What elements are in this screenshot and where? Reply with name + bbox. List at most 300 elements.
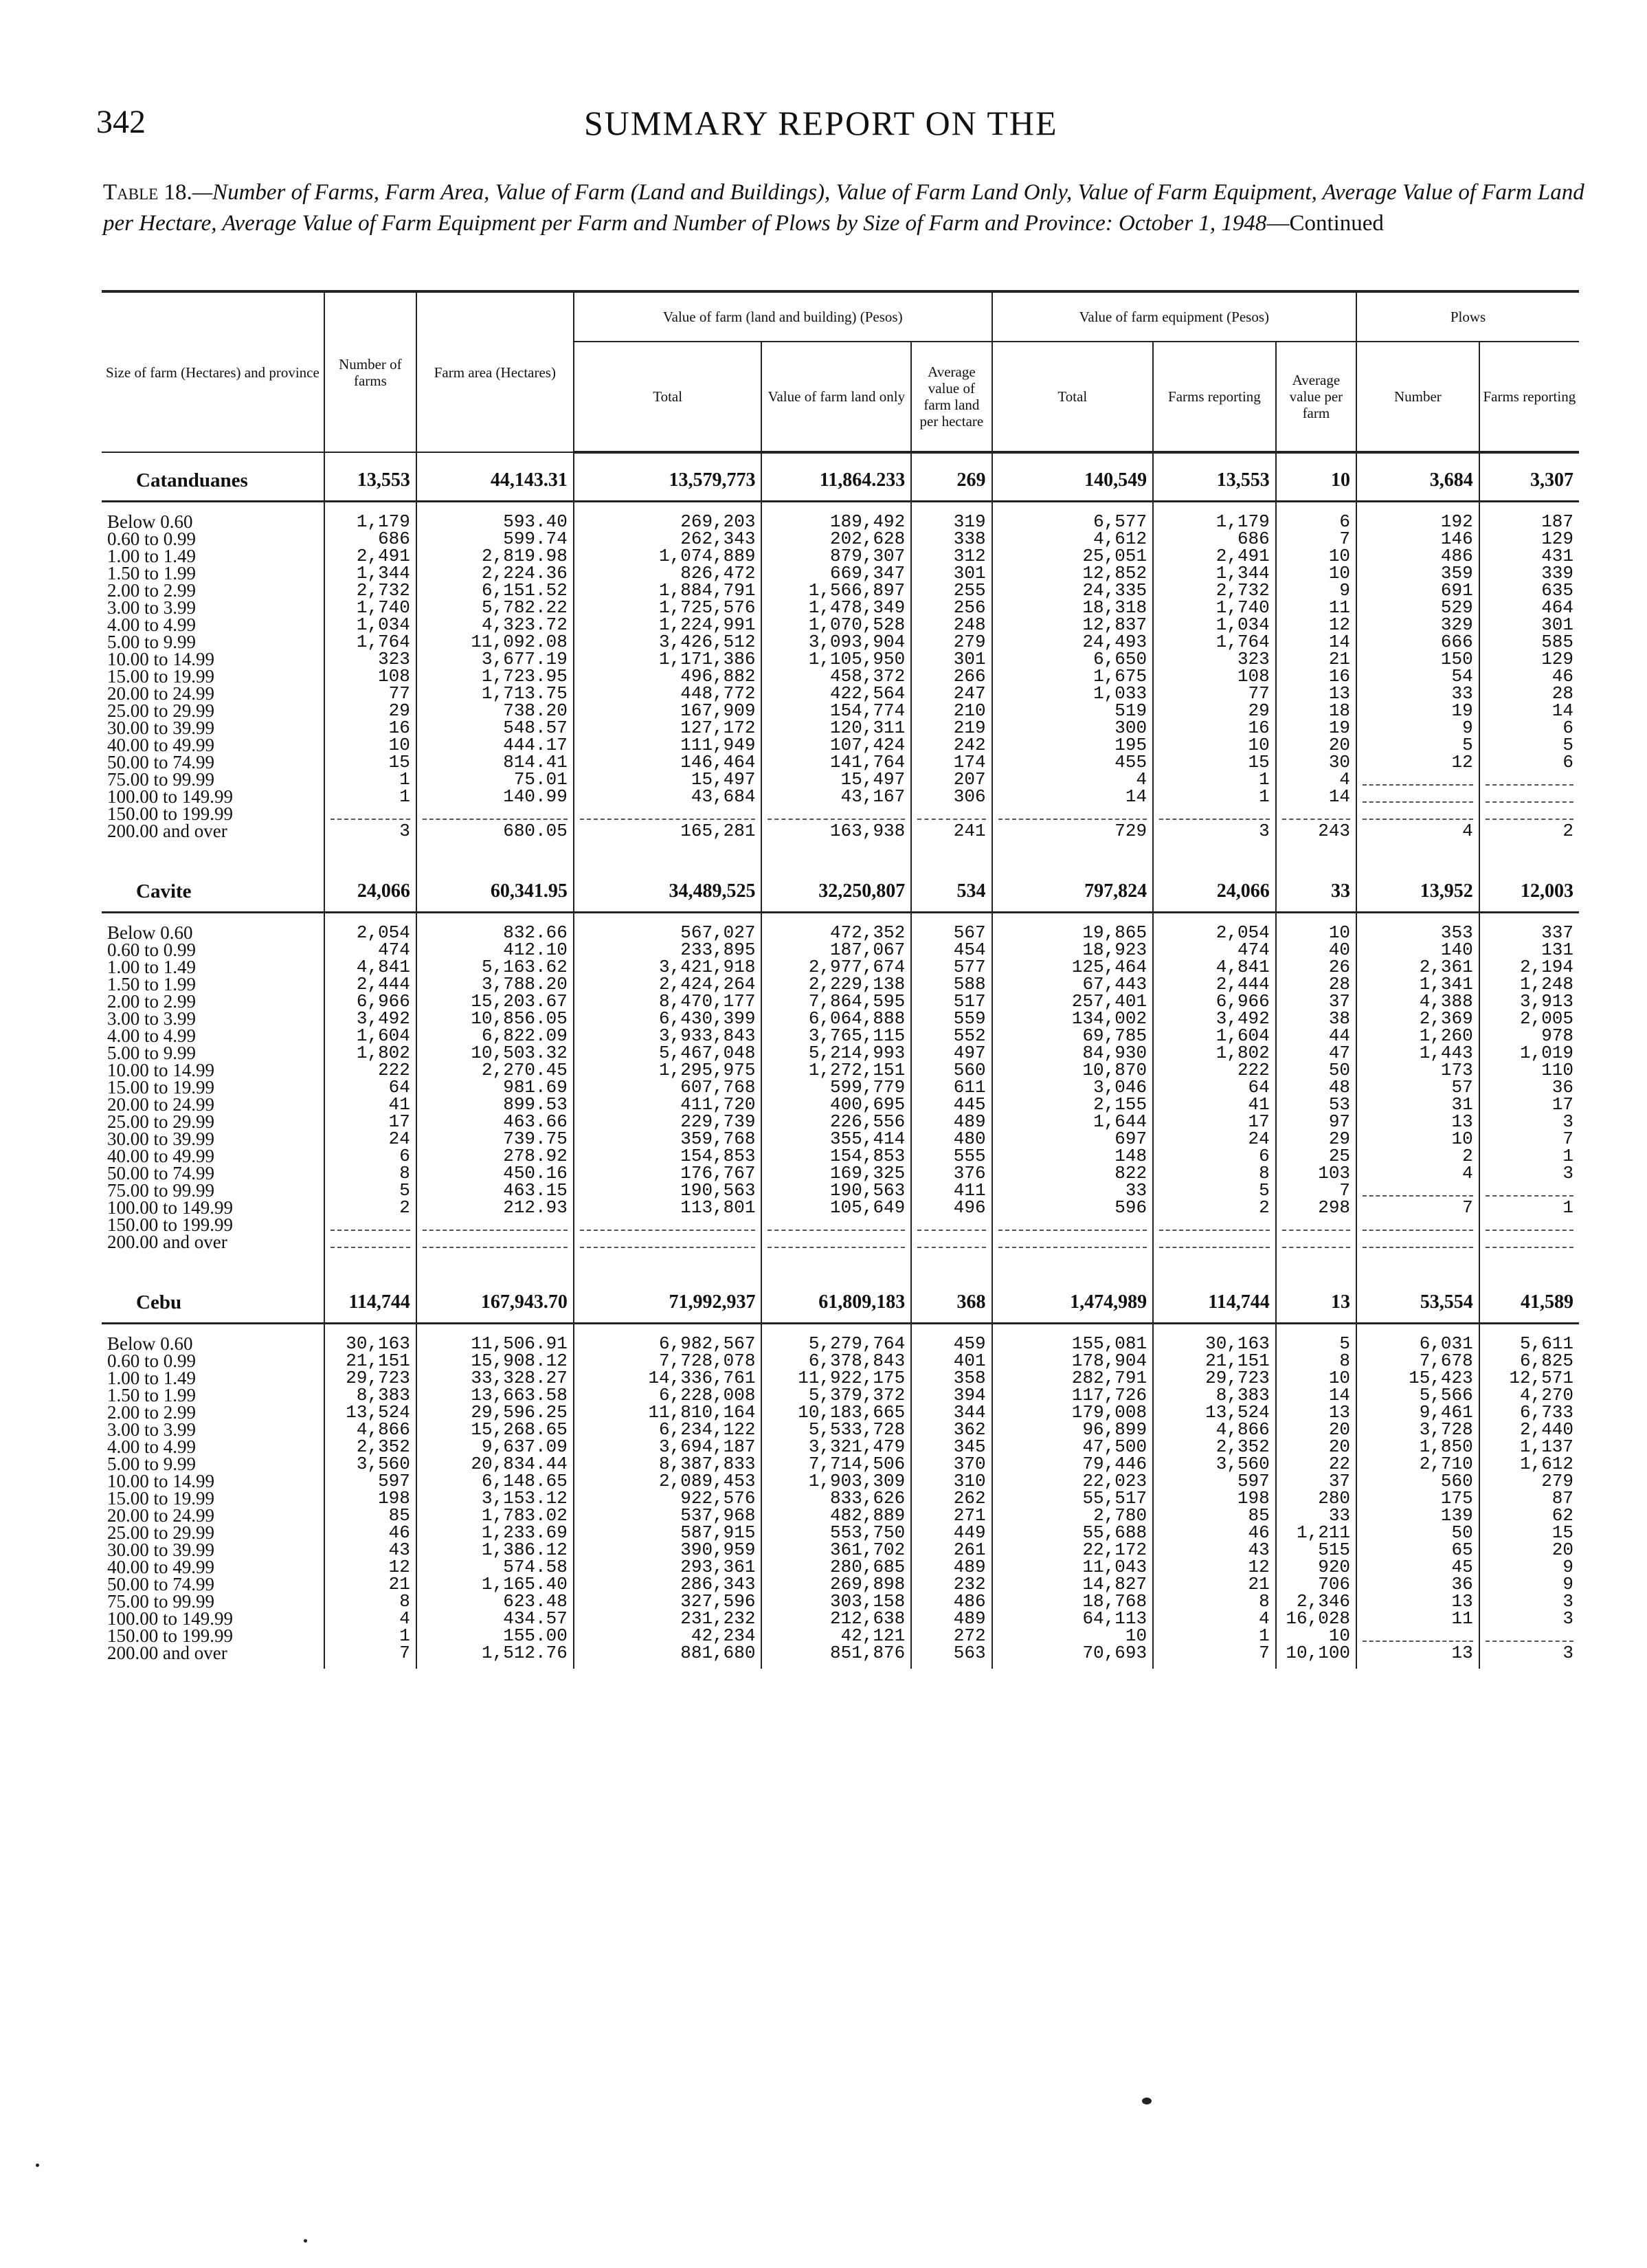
spacer-cell: [574, 913, 762, 925]
spacer-cell: [1153, 840, 1276, 871]
table-cell: 65: [1356, 1542, 1479, 1559]
row-label: 1.50 to 1.99: [107, 976, 197, 993]
table-cell: 339: [1479, 565, 1579, 582]
table-cell: 489: [911, 1113, 991, 1131]
table-cell: 21,151: [324, 1353, 416, 1370]
spacer-cell: [1479, 452, 1579, 460]
table-cell: 17: [324, 1113, 416, 1131]
table-cell: 3,426,512: [574, 634, 762, 651]
spacer-cell: [1356, 1324, 1479, 1336]
table-cell: 1,033: [992, 685, 1154, 702]
empty-cell-dash: [1363, 1186, 1473, 1197]
table-cell: 190,563: [761, 1182, 911, 1199]
empty-cell-dash: [998, 1220, 1147, 1231]
table-cell: 178,904: [992, 1353, 1154, 1370]
table-cell: 358: [911, 1370, 991, 1387]
row-label: Catanduanes: [136, 469, 248, 491]
row-label: 150.00 to 199.99: [107, 1216, 234, 1234]
table-cell: 266: [911, 668, 991, 685]
row-label: 1.00 to 1.49: [107, 959, 197, 976]
table-cell: 496,882: [574, 668, 762, 685]
header-plows-number: Number: [1356, 342, 1479, 452]
table-cell: 832.66: [416, 924, 574, 942]
spacer-cell: [1153, 452, 1276, 460]
table-cell: 269: [911, 460, 991, 502]
empty-cell-dash: [1282, 809, 1350, 820]
table-cell: 18,318: [992, 599, 1154, 616]
spacer-cell: [992, 502, 1154, 514]
table-cell: 36: [1479, 1079, 1579, 1096]
table-cell: 2,977,674: [761, 959, 911, 976]
spacer-cell: [1479, 913, 1579, 925]
table-cell: 155.00: [416, 1627, 574, 1645]
table-cell: 2,710: [1356, 1456, 1479, 1473]
spacer-cell: [992, 452, 1154, 460]
table-cell: [1479, 1182, 1579, 1199]
spacer-cell: [761, 913, 911, 925]
table-cell: 75.01: [416, 771, 574, 788]
table-cell: 1,074,889: [574, 548, 762, 565]
row-label: 25.00 to 29.99: [107, 1113, 215, 1131]
table-cell: 131: [1479, 942, 1579, 959]
table-cell: 169,325: [761, 1165, 911, 1182]
spacer-cell: [324, 1251, 416, 1282]
table-cell: 10: [324, 737, 416, 754]
spacer-cell: [911, 452, 991, 460]
row-label: 50.00 to 74.99: [107, 1576, 215, 1593]
table-cell: 15: [324, 754, 416, 771]
table-cell: 41: [1153, 1096, 1276, 1113]
table-cell: 669,347: [761, 565, 911, 582]
table-cell: 560: [911, 1062, 991, 1079]
table-cell: 10: [1276, 1370, 1356, 1387]
table-cell: 454: [911, 942, 991, 959]
spacer-cell: [992, 840, 1154, 871]
row-label: 40.00 to 49.99: [107, 1148, 215, 1165]
table-row: [102, 1148, 1579, 1165]
table-cell: 3,093,904: [761, 634, 911, 651]
table-cell: 85: [1153, 1507, 1276, 1524]
table-cell: 879,307: [761, 548, 911, 565]
table-row: [102, 737, 1579, 754]
table-row: [102, 513, 1579, 531]
table-cell: 176,767: [574, 1165, 762, 1182]
table-cell: 2: [1153, 1199, 1276, 1216]
table-cell: 10: [1276, 548, 1356, 565]
row-label: 150.00 to 199.99: [107, 1627, 234, 1645]
table-cell: 140.99: [416, 788, 574, 805]
table-cell: 37: [1276, 993, 1356, 1010]
table-row: [102, 634, 1579, 651]
table-cell: 11,092.08: [416, 634, 574, 651]
table-cell: 12,852: [992, 565, 1154, 582]
table-cell: 280,685: [761, 1559, 911, 1576]
table-cell: 851,876: [761, 1645, 911, 1662]
table-cell: 18,768: [992, 1593, 1154, 1610]
table-cell: 6: [1479, 754, 1579, 771]
row-label: Below 0.60: [107, 924, 193, 942]
table-cell: 17: [1479, 1096, 1579, 1113]
table-cell: 3: [324, 823, 416, 840]
table-row: [102, 685, 1579, 702]
ink-mark: [1142, 2098, 1152, 2104]
table-row: [102, 1079, 1579, 1096]
table-row: [102, 1438, 1579, 1456]
table-cell: 8: [1276, 1353, 1356, 1370]
spacer-cell: [1356, 502, 1479, 514]
table-cell: 555: [911, 1148, 991, 1165]
row-label: 3.00 to 3.99: [107, 1010, 197, 1027]
table-cell: 4: [1153, 1610, 1276, 1627]
table-cell: 537,968: [574, 1507, 762, 1524]
table-cell: 552: [911, 1027, 991, 1045]
table-cell: 1,070,528: [761, 616, 911, 634]
table-cell: 2,054: [1153, 924, 1276, 942]
table-cell: 15,908.12: [416, 1353, 574, 1370]
spacer-cell: [1153, 502, 1276, 514]
table-cell: 3,684: [1356, 460, 1479, 502]
spacer-cell: [1276, 1251, 1356, 1282]
spacer-cell: [911, 1251, 991, 1282]
table-cell: 529: [1356, 599, 1479, 616]
spacer-cell: [574, 1251, 762, 1282]
table-cell: 412.10: [416, 942, 574, 959]
table-cell: 3,560: [324, 1456, 416, 1473]
table-cell: 9,637.09: [416, 1438, 574, 1456]
table-row: [102, 1507, 1579, 1524]
empty-cell-dash: [1159, 1220, 1270, 1231]
header-farm-area: Farm area (Hectares): [416, 291, 574, 452]
table-cell: 25: [1276, 1148, 1356, 1165]
table-cell: 47: [1276, 1045, 1356, 1062]
table-cell: 77: [1153, 685, 1276, 702]
row-label: 100.00 to 149.99: [107, 1199, 234, 1216]
table-cell: [574, 1234, 762, 1251]
table-cell: [911, 1234, 991, 1251]
table-cell: [416, 1216, 574, 1234]
table-cell: 3: [1479, 1645, 1579, 1662]
province-total-row: [102, 1282, 1579, 1324]
table-cell: 2,491: [1153, 548, 1276, 565]
table-cell: 198: [1153, 1490, 1276, 1507]
table-cell: [992, 1216, 1154, 1234]
table-cell: 1,675: [992, 668, 1154, 685]
row-label: 100.00 to 149.99: [107, 1610, 234, 1627]
table-cell: 597: [324, 1473, 416, 1490]
table-cell: 474: [1153, 942, 1276, 959]
table-cell: 680.05: [416, 823, 574, 840]
table-cell: 319: [911, 513, 991, 531]
table-cell: 978: [1479, 1027, 1579, 1045]
header-value-of-farm: Value of farm (land and building) (Pesos): [574, 291, 992, 342]
table-cell: 422,564: [761, 685, 911, 702]
table-cell: 5: [1153, 1182, 1276, 1199]
empty-cell-dash: [1486, 1186, 1573, 1197]
table-cell: 79,446: [992, 1456, 1154, 1473]
table-cell: 11,810,164: [574, 1404, 762, 1421]
table-cell: 175: [1356, 1490, 1479, 1507]
table-cell: 15,497: [574, 771, 762, 788]
row-label: Cavite: [136, 880, 192, 902]
row-label: Below 0.60: [107, 1335, 193, 1353]
table-cell: 67,443: [992, 976, 1154, 993]
table-cell: 34,489,525: [574, 871, 762, 913]
table-cell: 114,744: [324, 1282, 416, 1324]
table-cell: 24,066: [1153, 871, 1276, 913]
table-cell: 140: [1356, 942, 1479, 959]
table-row: [102, 1576, 1579, 1593]
table-cell: 10: [1276, 924, 1356, 942]
table-cell: 6,966: [1153, 993, 1276, 1010]
row-label: Below 0.60: [107, 513, 193, 531]
spacer-cell: [102, 1324, 324, 1336]
table-cell: 474: [324, 942, 416, 959]
table-cell: 195: [992, 737, 1154, 754]
empty-cell-dash: [768, 1237, 905, 1248]
table-cell: 108: [1153, 668, 1276, 685]
table-cell: 15,268.65: [416, 1421, 574, 1438]
spacer-cell: [1153, 1662, 1276, 1669]
table-cell: 3,560: [1153, 1456, 1276, 1473]
table-cell: 48: [1276, 1079, 1356, 1096]
table-cell: 12,003: [1479, 871, 1579, 913]
table-cell: 125,464: [992, 959, 1154, 976]
table-cell: 1,105,950: [761, 651, 911, 668]
table-cell: 599.74: [416, 531, 574, 548]
table-cell: 635: [1479, 582, 1579, 599]
table-cell: 4: [992, 771, 1154, 788]
table-cell: 6,650: [992, 651, 1154, 668]
spacer-cell: [574, 502, 762, 514]
empty-cell-dash: [1282, 1237, 1350, 1248]
table-cell: 301: [911, 565, 991, 582]
spacer-cell: [324, 1324, 416, 1336]
table-cell: 242: [911, 737, 991, 754]
table-row: [102, 1421, 1579, 1438]
table-cell: 179,008: [992, 1404, 1154, 1421]
table-cell: 482,889: [761, 1507, 911, 1524]
table-row: [102, 531, 1579, 548]
table-row: [102, 1131, 1579, 1148]
table-cell: 286,343: [574, 1576, 762, 1593]
table-cell: 37: [1276, 1473, 1356, 1490]
spacer-row: [102, 1251, 1579, 1282]
spacer-cell: [102, 913, 324, 925]
table-cell: 127,172: [574, 720, 762, 737]
table-cell: 312: [911, 548, 991, 565]
table-cell: 560: [1356, 1473, 1479, 1490]
table-row: [102, 1593, 1579, 1610]
table-row: [102, 1456, 1579, 1473]
table-cell: [416, 1234, 574, 1251]
table-cell: 18,923: [992, 942, 1154, 959]
table-cell: [1276, 805, 1356, 823]
table-cell: 31: [1356, 1096, 1479, 1113]
table-cell: 29,723: [1153, 1370, 1276, 1387]
table-row: [102, 754, 1579, 771]
spacer-cell: [1276, 840, 1356, 871]
table-cell: 114,744: [1153, 1282, 1276, 1324]
header-equip-reporting: Farms reporting: [1153, 342, 1276, 452]
table-cell: 4,866: [324, 1421, 416, 1438]
table-cell: 359,768: [574, 1131, 762, 1148]
table-cell: 3,492: [1153, 1010, 1276, 1027]
table-cell: 5,467,048: [574, 1045, 762, 1062]
table-cell: 33: [992, 1182, 1154, 1199]
table-cell: 9,461: [1356, 1404, 1479, 1421]
table-cell: 154,774: [761, 702, 911, 720]
spacer-cell: [574, 452, 762, 460]
table-row: [102, 668, 1579, 685]
table-cell: 344: [911, 1404, 991, 1421]
empty-cell-dash: [1363, 775, 1473, 786]
row-label: 150.00 to 199.99: [107, 805, 234, 823]
table-cell: 611: [911, 1079, 991, 1096]
table-body: [102, 452, 1579, 1669]
table-cell: 13: [1276, 685, 1356, 702]
table-cell: 280: [1276, 1490, 1356, 1507]
table-cell: 33,328.27: [416, 1370, 574, 1387]
spacer-cell: [416, 502, 574, 514]
table-cell: 8: [1153, 1165, 1276, 1182]
table-cell: 553,750: [761, 1524, 911, 1542]
row-label: 10.00 to 14.99: [107, 1062, 215, 1079]
spacer-cell: [1356, 1251, 1479, 1282]
table-cell: 7: [324, 1645, 416, 1662]
table-cell: 44,143.31: [416, 460, 574, 502]
spacer-row: [102, 913, 1579, 925]
table-cell: 9: [1479, 1559, 1579, 1576]
table-cell: 7: [1356, 1199, 1479, 1216]
table-cell: 20,834.44: [416, 1456, 574, 1473]
table-cell: 1,725,576: [574, 599, 762, 616]
table-cell: 269,898: [761, 1576, 911, 1593]
header-farm-equipment: Value of farm equipment (Pesos): [992, 291, 1356, 342]
table-cell: 6,031: [1356, 1335, 1479, 1353]
row-label: 15.00 to 19.99: [107, 668, 215, 685]
ink-mark: [36, 2164, 39, 2167]
table-row: [102, 1199, 1579, 1216]
table-cell: 17: [1153, 1113, 1276, 1131]
empty-cell-dash: [1282, 1220, 1350, 1231]
table-cell: 25,051: [992, 548, 1154, 565]
spacer-cell: [324, 1662, 416, 1669]
table-cell: 1,512.76: [416, 1645, 574, 1662]
table-row: [102, 1045, 1579, 1062]
table-cell: 691: [1356, 582, 1479, 599]
table-cell: [1153, 805, 1276, 823]
table-cell: 2,780: [992, 1507, 1154, 1524]
table-cell: [911, 805, 991, 823]
spacer-row: [102, 840, 1579, 871]
table-cell: 881,680: [574, 1645, 762, 1662]
table-cell: 2,444: [1153, 976, 1276, 993]
table-cell: 21: [324, 1576, 416, 1593]
table-cell: 33: [1356, 685, 1479, 702]
empty-cell-dash: [423, 809, 568, 820]
table-cell: 450.16: [416, 1165, 574, 1182]
caption-label: Table 18.: [103, 180, 192, 205]
empty-cell-dash: [917, 1220, 985, 1231]
table-cell: 585: [1479, 634, 1579, 651]
table-cell: 1,165.40: [416, 1576, 574, 1593]
table-cell: 28: [1276, 976, 1356, 993]
table-cell: 10: [1276, 565, 1356, 582]
table-cell: 233,895: [574, 942, 762, 959]
spacer-cell: [992, 1251, 1154, 1282]
spacer-cell: [761, 452, 911, 460]
table-cell: [761, 1216, 911, 1234]
row-label: 75.00 to 99.99: [107, 1182, 215, 1199]
table-row: [102, 959, 1579, 976]
table-cell: 449: [911, 1524, 991, 1542]
table-cell: 97: [1276, 1113, 1356, 1131]
table-cell: 1,260: [1356, 1027, 1479, 1045]
table-cell: 6: [1479, 720, 1579, 737]
table-cell: 24: [1153, 1131, 1276, 1148]
row-label: 20.00 to 24.99: [107, 685, 215, 702]
table-cell: 13,553: [1153, 460, 1276, 502]
table-cell: 10: [1153, 737, 1276, 754]
table-cell: 50: [1356, 1524, 1479, 1542]
table-cell: 464: [1479, 599, 1579, 616]
table-row: [102, 1524, 1579, 1542]
table-cell: [1356, 1216, 1479, 1234]
empty-cell-dash: [1363, 792, 1473, 803]
table-cell: 534: [911, 871, 991, 913]
table-cell: 10: [1276, 1627, 1356, 1645]
table-cell: 697: [992, 1131, 1154, 1148]
table-cell: 515: [1276, 1542, 1356, 1559]
table-cell: 19,865: [992, 924, 1154, 942]
table-cell: 455: [992, 754, 1154, 771]
table-cell: 6: [324, 1148, 416, 1165]
spacer-row: [102, 1662, 1579, 1669]
header-number-of-farms: Number of farms: [324, 291, 416, 452]
table-cell: 222: [1153, 1062, 1276, 1079]
table-cell: 577: [911, 959, 991, 976]
table-cell: 6,234,122: [574, 1421, 762, 1438]
table-row: [102, 565, 1579, 582]
spacer-cell: [416, 1324, 574, 1336]
table-cell: 623.48: [416, 1593, 574, 1610]
table-cell: 7: [1276, 531, 1356, 548]
row-label: 25.00 to 29.99: [107, 702, 215, 720]
row-label: 0.60 to 0.99: [107, 1353, 197, 1370]
table-cell: 13: [1276, 1282, 1356, 1324]
table-cell: 2,054: [324, 924, 416, 942]
table-row: [102, 1165, 1579, 1182]
spacer-cell: [1276, 502, 1356, 514]
table-cell: 3: [1479, 1593, 1579, 1610]
spacer-cell: [911, 502, 991, 514]
table-cell: 1: [324, 1627, 416, 1645]
table-cell: 1: [324, 771, 416, 788]
table-cell: 42,121: [761, 1627, 911, 1645]
table-cell: 24,066: [324, 871, 416, 913]
table-cell: 14: [1276, 1387, 1356, 1404]
table-cell: 4: [1356, 1165, 1479, 1182]
table-cell: 1,272,151: [761, 1062, 911, 1079]
table-cell: 1,443: [1356, 1045, 1479, 1062]
row-label: 75.00 to 99.99: [107, 1593, 215, 1610]
table-cell: 6,577: [992, 513, 1154, 531]
table-cell: 390,959: [574, 1542, 762, 1559]
table-cell: 303,158: [761, 1593, 911, 1610]
empty-cell-dash: [330, 1220, 410, 1231]
table-cell: 1: [1479, 1148, 1579, 1165]
table-cell: 814.41: [416, 754, 574, 771]
